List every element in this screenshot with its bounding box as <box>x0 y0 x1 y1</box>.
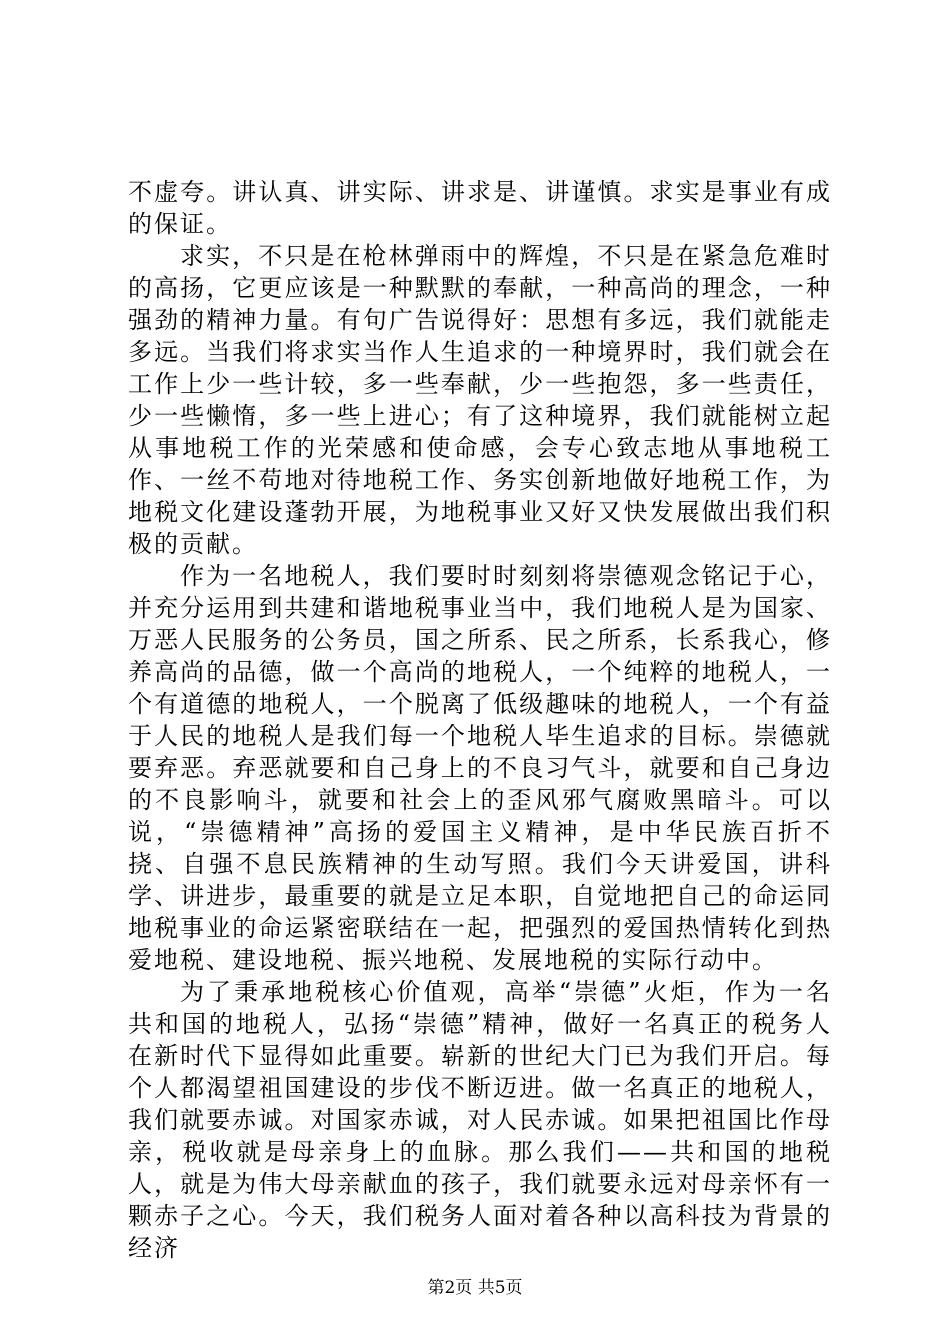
paragraph-1: 不虚夸。讲认真、讲实际、讲求是、讲谨慎。求实是事业有成的保证。 <box>128 178 832 238</box>
page-number-footer: 第2页 共5页 <box>427 1278 523 1298</box>
paragraph-3: 作为一名地税人，我们要时时刻刻将崇德观念铭记于心，并充分运用到共建和谐地税事业当中，我们地税人是为国家、万恶人民服务的公务员，国之所系、民之所系，长系我心，修养高尚的品德，做一个高尚的地税人，一个纯粹的地税人，一个有道德的地税人，一个脱离了低级趣味的地税人，一个有益于人民的地税人是我们每一个地税人毕生追求的目标。崇德就要弃恶。弃恶就要和自己身上的不良习气斗，就要和自己身边的不良影响斗，就要和社会上的歪风邪气腐败黑暗斗。可以说，“崇德精神”高扬的爱国主义精神，是中华民族百折不挠、自强不息民族精神的生动写照。我们今天讲爱国，讲科学、讲进步，最重要的就是立足本职，自觉地把自己的命运同地税事业的命运紧密联结在一起，把强烈的爱国热情转化到热爱地税、建设地税、振兴地税、发展地税的实际行动中。 <box>128 562 832 974</box>
paragraph-2: 求实，不只是在枪林弹雨中的辉煌，不只是在紧急危难时的高扬，它更应该是一种默默的奉献，一种高尚的理念，一种强劲的精神力量。有句广告说得好：思想有多远，我们就能走多远。当我们将求实当作人生追求的一种境界时，我们就会在工作上少一些计较，多一些奉献，少一些抱怨，多一些责任，少一些懒惰，多一些上进心；有了这种境界，我们就能树立起从事地税工作的光荣感和使命感，会专心致志地从事地税工作、一丝不苟地对待地税工作、务实创新地做好地税工作，为地税文化建设蓬勃开展，为地税事业又好又快发展做出我们积极的贡献。 <box>128 242 832 558</box>
paragraph-4: 为了秉承地税核心价值观，高举“崇德”火炬，作为一名共和国的地税人，弘扬“崇德”精神，做好一名真正的税务人在新时代下显得如此重要。崭新的世纪大门已为我们开启。每个人都渴望祖国建设的步伐不断迈进。做一名真正的地税人，我们就要赤诚。对国家赤诚，对人民赤诚。如果把祖国比作母亲，税收就是母亲身上的血脉。那么我们——共和国的地税人，就是为伟大母亲献血的孩子，我们就要永远对母亲怀有一颗赤子之心。今天，我们税务人面对着各种以高科技为背景的经济 <box>128 978 832 1262</box>
document-body <box>128 176 832 1264</box>
